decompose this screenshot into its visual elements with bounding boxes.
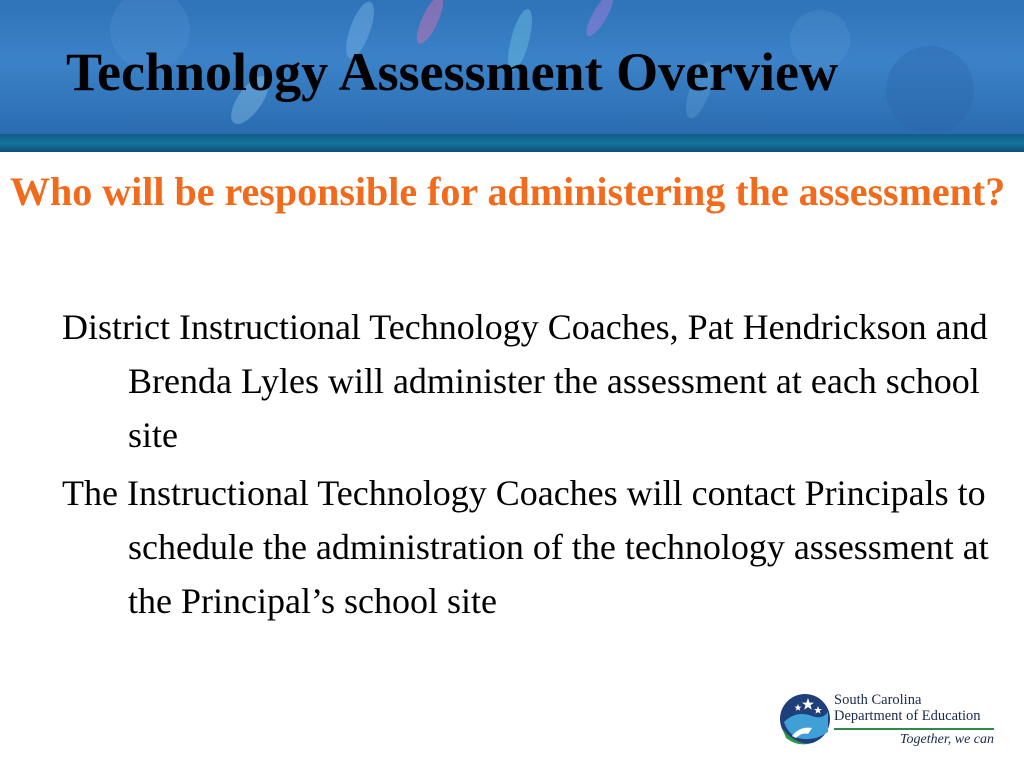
paragraph-coaches-administer: District Instructional Technology Coaches, Pat Hendrickson and Brenda Lyles will administer the assessment at each school site <box>62 307 988 455</box>
slide-title: Technology Assessment Overview <box>66 42 838 102</box>
question-heading: Who will be responsible for administering the assessment? <box>10 169 1006 214</box>
logo-rule <box>834 728 994 730</box>
logo-state: South Carolina <box>834 692 922 708</box>
scde-logo-text <box>834 692 994 748</box>
scde-logo <box>778 690 1008 760</box>
logo-tagline: Together, we can <box>900 732 994 747</box>
paragraph-contact-principals: The Instructional Technology Coaches will contact Principals to schedule the administration of the technology assessment at the Principal’s school site <box>62 473 989 621</box>
scde-emblem-icon <box>778 692 832 746</box>
header-banner <box>0 0 1024 134</box>
body-text <box>62 300 1007 632</box>
header-stripe <box>0 134 1024 152</box>
logo-department: Department of Education <box>834 708 981 724</box>
